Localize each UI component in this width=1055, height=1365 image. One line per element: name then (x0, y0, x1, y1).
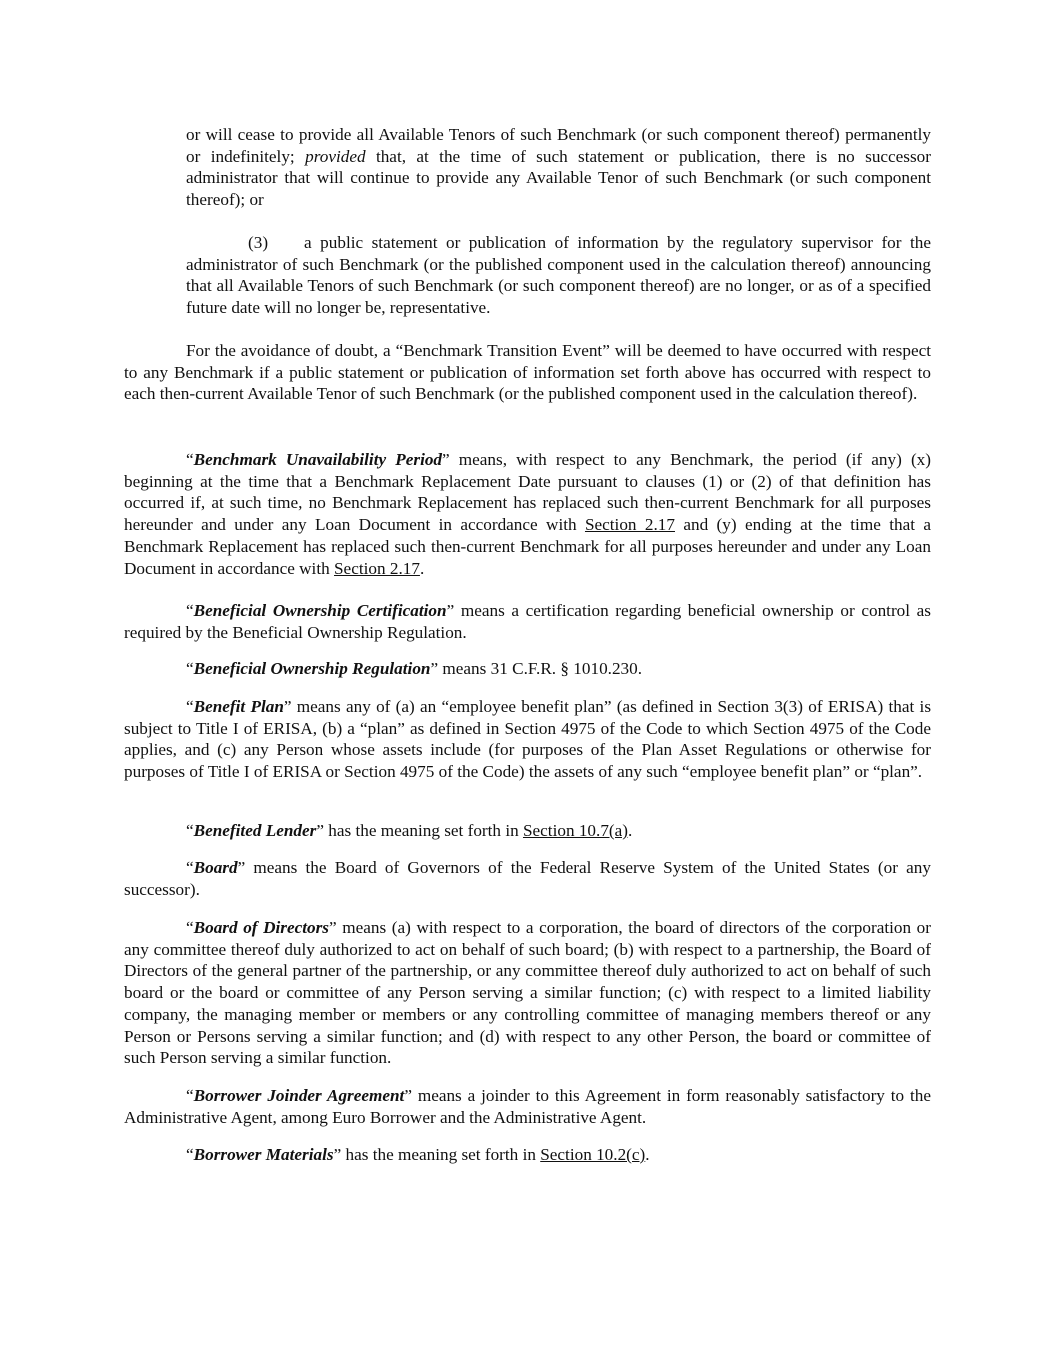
paragraph-text: ” means 31 C.F.R. § 1010.230. (430, 659, 643, 678)
paragraph-text: ” has the meaning set forth in (333, 1145, 541, 1164)
defined-term: Beneficial Ownership Regulation (193, 659, 431, 678)
definition-borrower-joinder-agreement: “Borrower Joinder Agreement” means a joinder to this Agreement in form reasonably satisfactory to the Administrative Agent, among Euro Borrower and the Administrative Agent. (124, 1086, 931, 1127)
paragraph-text: For the avoidance of doubt, a “Benchmark Transition Event” will be deemed to have occurred with respect to any Benchmark if a public statement or publication of information set forth above has occurred with respect to each then-current Available Tenor of such Benchmark (or the published component used in the calculation thereof). (124, 341, 931, 404)
definition-board: “Board” means the Board of Governors of the Federal Reserve System of the United States (or any successor). (124, 858, 931, 899)
defined-term: Board (193, 858, 238, 877)
paragraph-text: ” means a certification regarding beneficial ownership or control as required by the Beneficial Ownership Regulation. (124, 601, 931, 642)
paragraph-avoidance-of-doubt (124, 340, 931, 405)
defined-term: Benefit Plan (193, 697, 284, 716)
defined-term: Borrower Materials (193, 1145, 334, 1164)
defined-term: Beneficial Ownership Certification (193, 601, 447, 620)
definition-benefit-plan: “Benefit Plan” means any of (a) an “employee benefit plan” (as defined in Section 3(3) of ERISA) that is subject to Title I of ERISA, (b) a “plan” as defined in Section 4975 of the Code to which Section 4975 of the Code applies, and (c) any Person whose assets include (for purposes of the Plan Asset Regulations or otherwise for purposes of Title I of ERISA or Section 4975 of the Code) the assets of any such “employee benefit plan” or “plan”. (124, 697, 932, 782)
definition-beneficial-ownership-certification: “Beneficial Ownership Certification” means a certification regarding beneficial ownership or control as required by the Beneficial Ownership Regulation. (124, 601, 931, 642)
paragraph-text: a public statement or publication of information by the regulatory supervisor for the administrator of such Benchmark (or the published component used in the calculation thereof) announcing that all Available Tenors of such Benchmark (or such component thereof) are no longer, or as of a specified future date will no longer be, representative. (186, 233, 931, 318)
paragraph-text: ” means (a) with respect to a corporation, the board of directors of the corporation or any committee thereof duly authorized to act on behalf of such board; (b) with respect to a partnership, the Board of Directors of the general partner of the partnership, or any committee thereof duly authorized to act on behalf of such board or the board or committee of any Person serving a similar function; (c) with respect to a limited liability company, the managing member or members or any controlling committee of managing members thereof or any Person or Persons serving a similar function; and (d) with respect to any other Person, the board or committee of such Person serving a similar function. (124, 918, 931, 1068)
paragraph-text: . (419, 558, 425, 578)
definition-benchmark-unavailability-period: “Benchmark Unavailability Period” means, with respect to any Benchmark, the period (if any) (x) beginning at the time that a Benchmark Replacement Date pursuant to clauses (1) or (2) of that definition has occurred if, at such time, no Benchmark Replacement has replaced such then-current Benchmark for all purposes hereunder and under any Loan Document in accordance with Section 2.17 and (y) ending at the time that a Benchmark Replacement has replaced such then-current Benchmark for all purposes hereunder and under any Loan Document in accordance with Section 2.17. (124, 450, 931, 578)
defined-term: Borrower Joinder Agreement (193, 1086, 405, 1105)
paragraph-text: ” means any of (a) an “employee benefit plan” (as defined in Section 3(3) of ERISA) that is subject to Title I of ERISA, (b) a “plan” as defined in Section 4975 of the Code to which Section 4975 of the Code applies, and (c) any Person whose assets include (for purposes of the Plan Asset Regulations or otherwise for purposes of Title I of ERISA or Section 4975 of the Code) the assets of any such “employee benefit plan” or “plan”. (124, 697, 932, 782)
paragraph-text: ” has the meaning set forth in (316, 821, 523, 840)
paragraph-clause-3 (186, 232, 931, 319)
defined-term: Board of Directors (193, 918, 329, 937)
paragraph-text: . (628, 821, 633, 840)
definition-beneficial-ownership-regulation: “Beneficial Ownership Regulation” means 31 C.F.R. § 1010.230. (186, 659, 643, 678)
defined-term: Benchmark Unavailability Period (193, 450, 443, 469)
paragraph-text: that, at the time of such statement or publication, there is no successor administrator that will continue to provide any Available Tenor of such Benchmark (or such component thereof); or (186, 146, 932, 210)
defined-term: Benefited Lender (193, 821, 317, 840)
definition-benefited-lender: “Benefited Lender” has the meaning set forth in Section 10.7(a). (186, 821, 633, 840)
paragraph-text: . (645, 1145, 650, 1164)
paragraph-text: ” means the Board of Governors of the Federal Reserve System of the United States (or any successor). (124, 858, 931, 899)
clause-number: (3) (248, 233, 269, 252)
definition-board-of-directors: “Board of Directors” means (a) with respect to a corporation, the board of directors of the corporation or any committee thereof duly authorized to act on behalf of such board; (b) with respect to a partnership, the Board of Directors of the general partner of the partnership, or any committee thereof duly authorized to act on behalf of such board or the board or committee of any Person serving a similar function; (c) with respect to a limited liability company, the managing member or members or any controlling committee of managing members thereof or any Person or Persons serving a similar function; and (d) with respect to any other Person, the board or committee of such Person serving a similar function. (124, 918, 931, 1068)
section-reference[interactable]: Section 2.17 (334, 558, 420, 578)
paragraph-text: or will cease to provide all Available Tenors of such Benchmark (or such component thereof) permanently or indefinitely; (186, 125, 931, 166)
section-reference[interactable]: Section 10.7(a) (522, 821, 628, 840)
paragraph-text: ” means, with respect to any Benchmark, the period (if any) (x) beginning at the time that a Benchmark Replacement Date pursuant to clauses (1) or (2) of that definition has occurred if, at such time, no Benchmark Replacement has replaced such then-current Benchmark for all purposes hereunder and under any Loan Document in accordance with (124, 450, 931, 535)
paragraph-provision-cessation (186, 124, 931, 211)
section-reference[interactable]: Section 10.2(c) (540, 1145, 646, 1164)
paragraph-text: and (y) ending at the time that a Benchmark Replacement has replaced such then-current Benchmark for all purposes hereunder and under any Loan Document in accordance with (124, 515, 931, 578)
section-reference[interactable]: Section 2.17 (584, 515, 675, 535)
paragraph-text: ” means a joinder to this Agreement in form reasonably satisfactory to the Administrative Agent, among Euro Borrower and the Administrative Agent. (124, 1086, 931, 1127)
definition-borrower-materials: “Borrower Materials” has the meaning set forth in Section 10.2(c). (186, 1145, 650, 1164)
italic-provided: provided (305, 146, 366, 166)
